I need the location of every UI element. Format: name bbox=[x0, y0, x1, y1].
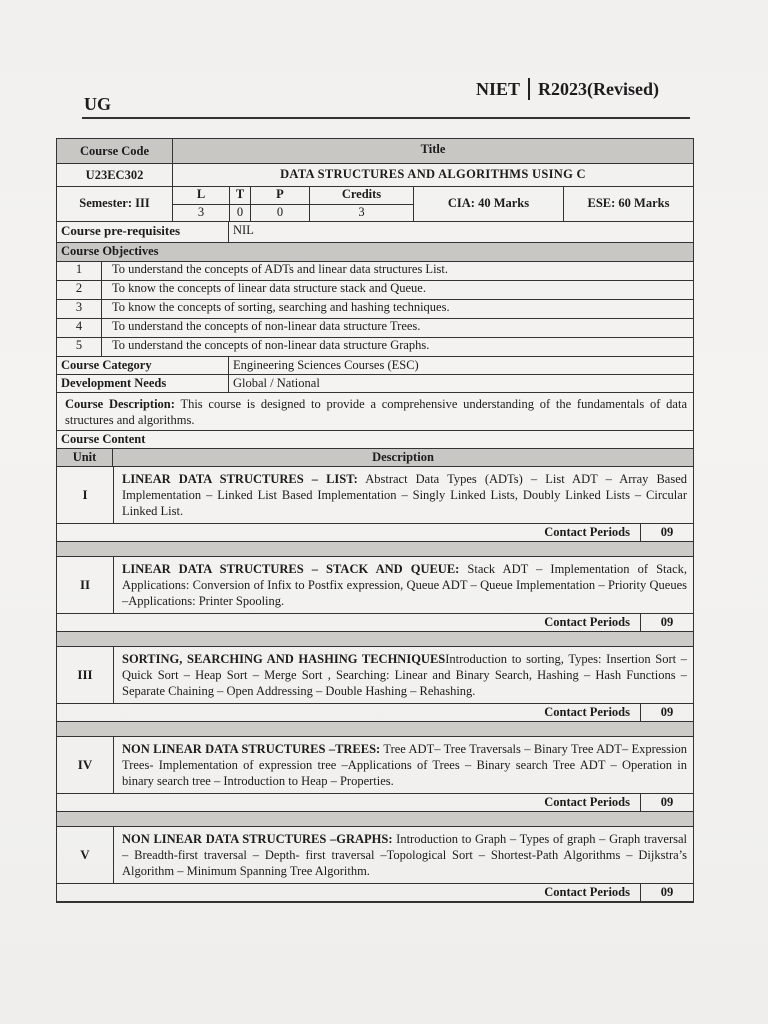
course-description bbox=[65, 396, 687, 428]
course-content-label: Course Content bbox=[61, 432, 146, 446]
objective-text: To know the concepts of linear data structure stack and Queue. bbox=[112, 281, 426, 295]
unit-number: II bbox=[57, 557, 114, 613]
contact-periods-label: Contact Periods bbox=[534, 704, 641, 721]
desc-text: This course is designed to provide a comprehensive understanding of the fundamentals of data structures and algorithms. bbox=[65, 397, 687, 427]
credits-label: Credits bbox=[341, 187, 382, 201]
contact-periods-value: 09 bbox=[660, 885, 674, 899]
l-value: 3 bbox=[173, 205, 230, 222]
semester-label: Semester: III bbox=[57, 187, 173, 221]
objective-text: To understand the concepts of non-linear data structure Trees. bbox=[112, 319, 421, 333]
objective-number: 2 bbox=[57, 281, 102, 299]
t-label: T bbox=[230, 187, 251, 204]
cia-marks: CIA: 40 Marks bbox=[414, 187, 564, 221]
objective-number: 3 bbox=[57, 300, 102, 318]
ltpc-grid bbox=[173, 187, 414, 221]
objective-row bbox=[57, 319, 693, 338]
unit-number: V bbox=[57, 827, 114, 883]
objective-row bbox=[57, 262, 693, 281]
unit-body: Introduction to sorting, Types: Insertion Sort – Quick Sort – Heap Sort – Merge Sort , Searching: Linear and Binary Search, Hashing – Hash Functions – Separate Chaining – Open Addressing – Double Hashing – Rehashing. bbox=[122, 652, 688, 698]
unit-body: Abstract Data Types (ADTs) – List ADT – Array Based Implementation – Linked List Based Implementation – Singly Linked Lists, Doubly Linked Lists – Circular Linked List. bbox=[122, 472, 688, 518]
header-rule bbox=[82, 117, 690, 119]
contact-periods-row bbox=[57, 614, 693, 632]
unit-heading: SORTING, SEARCHING AND HASHING TECHNIQUES bbox=[122, 652, 446, 666]
syllabus-table bbox=[56, 138, 694, 903]
objective-number: 5 bbox=[57, 338, 102, 356]
objectives-label: Course Objectives bbox=[61, 244, 159, 258]
prereq-value: NIL bbox=[233, 223, 254, 237]
objective-row bbox=[57, 338, 693, 357]
contact-periods-label: Contact Periods bbox=[534, 884, 641, 901]
p-label: P bbox=[251, 187, 310, 204]
category-value: Engineering Sciences Courses (ESC) bbox=[233, 358, 419, 372]
t-value: 0 bbox=[230, 205, 251, 222]
objective-row bbox=[57, 281, 693, 300]
unit-row bbox=[57, 737, 693, 794]
unit-row bbox=[57, 467, 693, 524]
unit-row bbox=[57, 827, 693, 884]
header-divider bbox=[528, 78, 530, 100]
objective-row bbox=[57, 300, 693, 319]
unit-description bbox=[114, 647, 693, 703]
unit-separator bbox=[57, 632, 693, 647]
unit-description bbox=[114, 827, 693, 883]
contact-periods-row bbox=[57, 794, 693, 812]
desc-label: Course Description: bbox=[65, 397, 175, 411]
unit-heading: NON LINEAR DATA STRUCTURES –GRAPHS: bbox=[122, 832, 393, 846]
objective-text: To understand the concepts of non-linear data structure Graphs. bbox=[112, 338, 430, 352]
regulation-label: R2023(Revised) bbox=[538, 78, 659, 99]
objective-number: 4 bbox=[57, 319, 102, 337]
contact-periods-value: 09 bbox=[660, 525, 674, 539]
contact-periods-value: 09 bbox=[660, 705, 674, 719]
unit-description bbox=[114, 737, 693, 793]
unit-separator bbox=[57, 722, 693, 737]
contact-periods-label: Contact Periods bbox=[534, 794, 641, 811]
unit-body: Tree ADT– Tree Traversals – Binary Tree ADT– Expression Trees- Implementation of expression tree –Applications of Trees – Binary search Tree ADT – Operation in binary search tree – Introduction to Heap – Properties. bbox=[122, 742, 687, 788]
unit-row bbox=[57, 557, 693, 614]
unit-separator bbox=[57, 542, 693, 557]
unit-description bbox=[114, 467, 693, 523]
institution-name: NIET bbox=[476, 78, 521, 99]
contact-periods-row bbox=[57, 884, 693, 902]
units-list bbox=[57, 467, 693, 902]
unit-number: IV bbox=[57, 737, 114, 793]
ese-marks: ESE: 60 Marks bbox=[587, 196, 670, 210]
contact-periods-row bbox=[57, 524, 693, 542]
level-label: UG bbox=[84, 94, 111, 114]
unit-col-label: Unit bbox=[57, 449, 113, 466]
course-code-label: Course Code bbox=[57, 139, 173, 163]
unit-heading: LINEAR DATA STRUCTURES – STACK AND QUEUE: bbox=[122, 562, 460, 576]
dev-needs-value: Global / National bbox=[233, 376, 320, 390]
p-value: 0 bbox=[251, 205, 310, 222]
objectives-list bbox=[57, 262, 693, 357]
unit-number: III bbox=[57, 647, 114, 703]
unit-row bbox=[57, 647, 693, 704]
unit-heading: NON LINEAR DATA STRUCTURES –TREES: bbox=[122, 742, 381, 756]
contact-periods-value: 09 bbox=[660, 795, 674, 809]
unit-number: I bbox=[57, 467, 114, 523]
unit-description bbox=[114, 557, 693, 613]
description-col-label: Description bbox=[372, 450, 434, 464]
objective-text: To know the concepts of sorting, searching and hashing techniques. bbox=[112, 300, 450, 314]
course-code: U23EC302 bbox=[57, 164, 173, 186]
contact-periods-row bbox=[57, 704, 693, 722]
title-label: Title bbox=[420, 142, 446, 156]
contact-periods-label: Contact Periods bbox=[534, 524, 641, 541]
contact-periods-label: Contact Periods bbox=[534, 614, 641, 631]
objective-text: To understand the concepts of ADTs and linear data structures List. bbox=[112, 262, 449, 276]
dev-needs-label: Development Needs bbox=[57, 375, 229, 392]
prereq-label: Course pre-requisites bbox=[57, 222, 229, 242]
category-label: Course Category bbox=[57, 357, 229, 374]
course-title: DATA STRUCTURES AND ALGORITHMS USING C bbox=[280, 167, 586, 181]
header-right bbox=[476, 78, 659, 100]
unit-heading: LINEAR DATA STRUCTURES – LIST: bbox=[122, 472, 358, 486]
unit-separator bbox=[57, 812, 693, 827]
unit-body: Introduction to Graph – Types of graph – Graph traversal – Breadth-first traversal – Depth- first traversal –Topological Sort – Shortest-Path Algorithms – Dijkstra’s Algorithm – Minimum Spanning Tree Algorithm. bbox=[122, 832, 688, 878]
unit-body: Stack ADT – Implementation of Stack, Applications: Conversion of Infix to Postfix expression, Queue ADT – Queue Implementation – Priority Queues –Applications: Printer Spooling. bbox=[122, 562, 687, 608]
credits-value: 3 bbox=[358, 204, 365, 219]
l-label: L bbox=[173, 187, 230, 204]
contact-periods-value: 09 bbox=[660, 615, 674, 629]
objective-number: 1 bbox=[57, 262, 102, 280]
